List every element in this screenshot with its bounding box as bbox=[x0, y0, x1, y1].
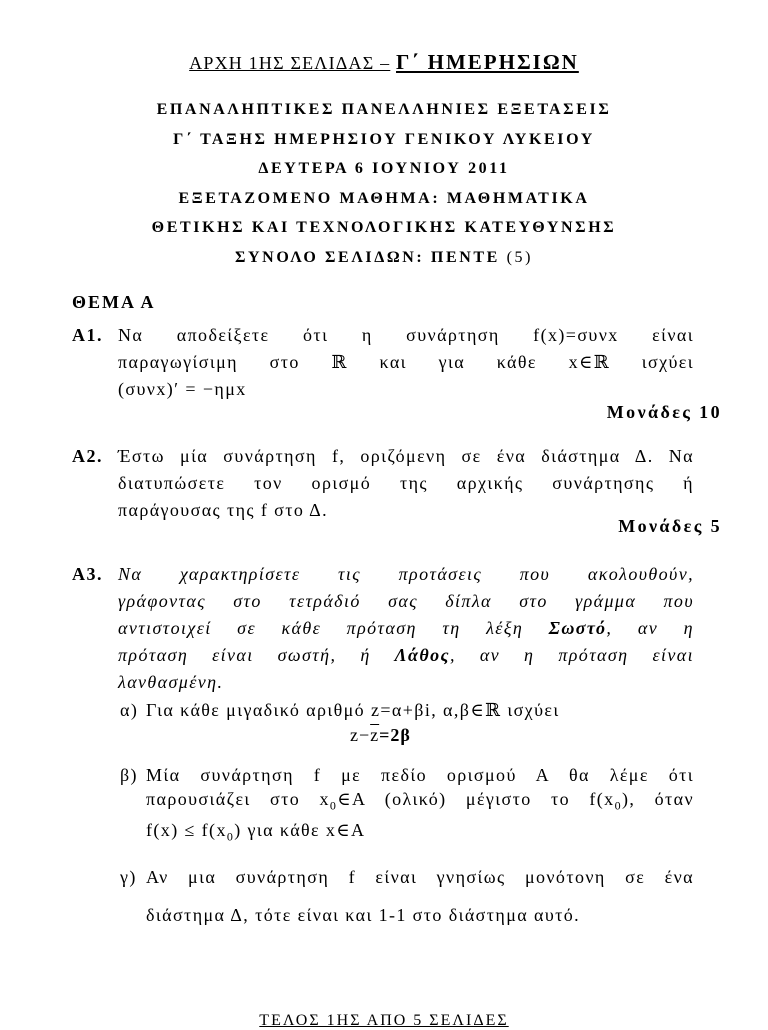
statement-label: β) bbox=[120, 765, 138, 785]
exam-line-2: Γ΄ ΤΑΞΗΣ ΗΜΕΡΗΣΙΟΥ ΓΕΝΙΚΟΥ ΛΥΚΕΙΟΥ bbox=[173, 130, 595, 148]
points-a1: Μονάδες 10 bbox=[606, 402, 722, 422]
page-header bbox=[0, 50, 768, 75]
question-text: Να χαρακτηρίσετε τις προτάσεις που ακολουθούν, γράφοντας στο τετράδιό σας δίπλα στο γράμμα που αντιστοιχεί σε κάθε πρόταση τη λέξη Σωστό, αν η πρόταση είναι σωστή, ή Λάθος, αν η πρόταση είναι λανθασμένη. bbox=[118, 564, 694, 692]
exam-line-1: ΕΠΑΝΑΛΗΠΤΙΚΕΣ ΠΑΝΕΛΛΗΝΙΕΣ ΕΞΕΤΑΣΕΙΣ bbox=[156, 101, 612, 118]
statement-label: α) bbox=[120, 700, 139, 720]
exam-line-3: ΔΕΥΤΕΡΑ 6 ΙΟΥΝΙΟΥ 2011 bbox=[258, 160, 510, 177]
question-number: Α1. bbox=[72, 325, 103, 345]
statement-b bbox=[120, 763, 694, 848]
statement-label: γ) bbox=[120, 867, 137, 887]
question-text: Έστω μία συνάρτηση f, οριζόμενη σε ένα διάστημα Δ. Να διατυπώσετε τον ορισμό της αρχικής συνάρτησης ή παράγουσας της f στο Δ. bbox=[118, 446, 694, 520]
statement-a-equation: $z-\overline{z}=2\beta$ bbox=[350, 725, 411, 745]
session-label: Γ΄ ΗΜΕΡΗΣΙΩΝ bbox=[396, 50, 579, 74]
question-a3 bbox=[72, 561, 694, 696]
word-correct: Σωστό bbox=[548, 618, 607, 638]
exam-line-4: ΕΞΕΤΑΖΟΜΕΝΟ ΜΑΘΗΜΑ: ΜΑΘΗΜΑΤΙΚΑ bbox=[178, 189, 590, 207]
page-count-label: ΣΥΝΟΛΟ ΣΕΛΙΔΩΝ: ΠΕΝΤΕ bbox=[234, 248, 500, 266]
question-a1 bbox=[72, 322, 694, 403]
statement-text: Για κάθε μιγαδικό αριθμό z=α+βi, α,β∈ℝ ισχύει bbox=[146, 700, 560, 720]
section-title: ΘΕΜΑ Α bbox=[72, 292, 156, 312]
statement-text: Αν μια συνάρτηση f είναι γνησίως μονότονη σε ένα διάστημα Δ, τότε είναι και 1-1 στο διάστημα αυτό. bbox=[146, 867, 694, 925]
question-number: Α3. bbox=[72, 564, 103, 584]
statement-c bbox=[120, 858, 694, 934]
page-start-label: ΑΡΧΗ 1ΗΣ ΣΕΛΙΔΑΣ – bbox=[189, 53, 391, 73]
exam-line-6 bbox=[0, 243, 768, 273]
z-conjugate: $\overline{z}$ bbox=[370, 725, 380, 745]
statement-a bbox=[120, 698, 694, 722]
exam-line-5: ΘΕΤΙΚΗΣ ΚΑΙ ΤΕΧΝΟΛΟΓΙΚΗΣ ΚΑΤΕΥΘΥΝΣΗΣ bbox=[151, 219, 617, 236]
page-footer: ΤΕΛΟΣ 1ΗΣ ΑΠΟ 5 ΣΕΛΙΔΕΣ bbox=[259, 1012, 509, 1029]
question-text: Να αποδείξετε ότι η συνάρτηση f(x)=συνx είναι παραγωγίσιμη στο ℝ και για κάθε x∈ℝ ισχύει (συνx)′ = −ημx bbox=[118, 325, 694, 399]
exam-title-block bbox=[0, 95, 768, 272]
word-wrong: Λάθος bbox=[394, 645, 450, 665]
statement-text: Μία συνάρτηση f με πεδίο ορισμού Α θα λέμε ότι παρουσιάζει στο $x_0\in A$ (ολικό) μέγιστο το $f(x_0)$, όταν $f(x) \le f(x_0)$ για κάθε x∈A bbox=[146, 765, 695, 844]
question-a2 bbox=[72, 443, 694, 524]
question-number: Α2. bbox=[72, 446, 103, 466]
points-a2: Μονάδες 5 bbox=[618, 516, 722, 536]
page-count-number: (5) bbox=[506, 248, 534, 266]
